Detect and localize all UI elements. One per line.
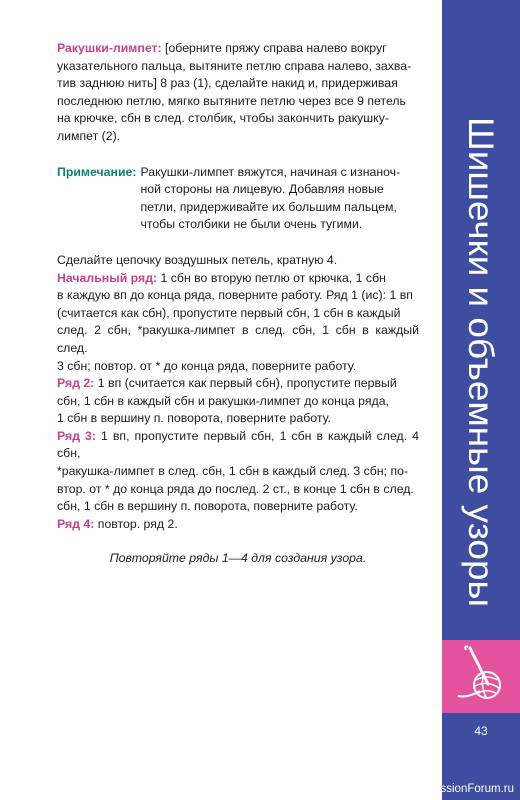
text-line: (считается как сбн), пропустите первый сбн, 1 сбн в каждый — [57, 305, 401, 320]
chapter-title — [442, 0, 520, 640]
text-line: петли, придерживайте их большим пальцем, — [140, 199, 397, 214]
text-line: последнюю петлю, мягко вытяните петлю через все 9 петель — [57, 93, 406, 108]
main-text — [57, 40, 419, 568]
text-line: 3 сбн; повтор. от * до конца ряда, поверните работу. — [57, 358, 357, 373]
text-line: в каждую вп до конца ряда, поверните работу. Ряд 1 (ис): 1 вп — [57, 288, 413, 303]
row2-label: Ряд 2: — [57, 376, 95, 391]
start-row-label: Начальный ряд: — [57, 270, 158, 285]
chapter-icon-box — [442, 640, 520, 713]
note-label: Примечание: — [57, 164, 137, 179]
text-line: 1 сбн в вершину п. поворота, поверните работу. — [57, 411, 331, 426]
text-line: 1 сбн во вторую петлю от крючка, 1 сбн — [157, 270, 386, 285]
text-line: на крючке, сбн в след. столбик, чтобы закончить ракушку- — [57, 111, 389, 126]
page-number: 43 — [474, 724, 488, 738]
yarn-ball-crochet-hook-icon — [442, 700, 520, 717]
text-line: след. 2 сбн, *ракушка-лимпет в след. сбн, 1 сбн в каждый след. — [57, 323, 419, 355]
text-line: 1 вп, пропустите первый сбн, 1 сбн в каждый след. 4 сбн, — [57, 428, 419, 461]
text-line: Ракушки-лимпет вяжутся, начиная с изнаноч- — [140, 164, 401, 179]
intro-line: Сделайте цепочку воздушных петель, кратную 4. — [57, 252, 338, 267]
pattern-instructions — [57, 252, 419, 534]
limpet-label: Ракушки-лимпет: — [57, 41, 162, 55]
text-line: тив заднюю нить] 8 раз (1), сделайте накид и, придерживая — [57, 76, 398, 91]
row3-label: Ряд 3: — [57, 428, 96, 443]
text-line: повтор. ряд 2. — [94, 516, 178, 531]
note-text — [140, 164, 419, 234]
text-line: втор. от * до конца ряда до послед. 2 ст., в конце 1 сбн в след. — [57, 481, 414, 496]
text-line: 1 вп (считается как первый сбн), пропустите первый — [94, 376, 397, 391]
row4-label: Ряд 4: — [57, 516, 95, 531]
text-line: чтобы столбики не были очень тугими. — [140, 217, 363, 232]
text-line: сбн, 1 сбн в вершину п. поворота, поверните работу. — [57, 499, 358, 514]
chapter-title-text: Шишечки и объемные узоры — [461, 117, 500, 582]
text-line: *ракушка-лимпет в след. сбн, 1 сбн в каждый след. 3 сбн; по- — [57, 464, 409, 479]
repeat-instruction: Повторяйте ряды 1—4 для создания узора. — [109, 551, 367, 566]
note-block — [57, 164, 419, 234]
text-line: сбн, 1 сбн в каждый сбн и ракушки-лимпет до конца ряда, — [57, 393, 389, 408]
watermark: PassionForum.ru — [426, 783, 514, 795]
text-line: ной стороны на лицевую. Добавляя новые — [140, 182, 384, 197]
text-line: лимпет (2). — [57, 128, 121, 143]
text-line: указательного пальца, вытяните петлю справа налево, захва- — [57, 58, 412, 73]
text-line: [оберните пряжу справа налево вокруг — [161, 41, 387, 55]
limpet-definition — [57, 40, 419, 146]
